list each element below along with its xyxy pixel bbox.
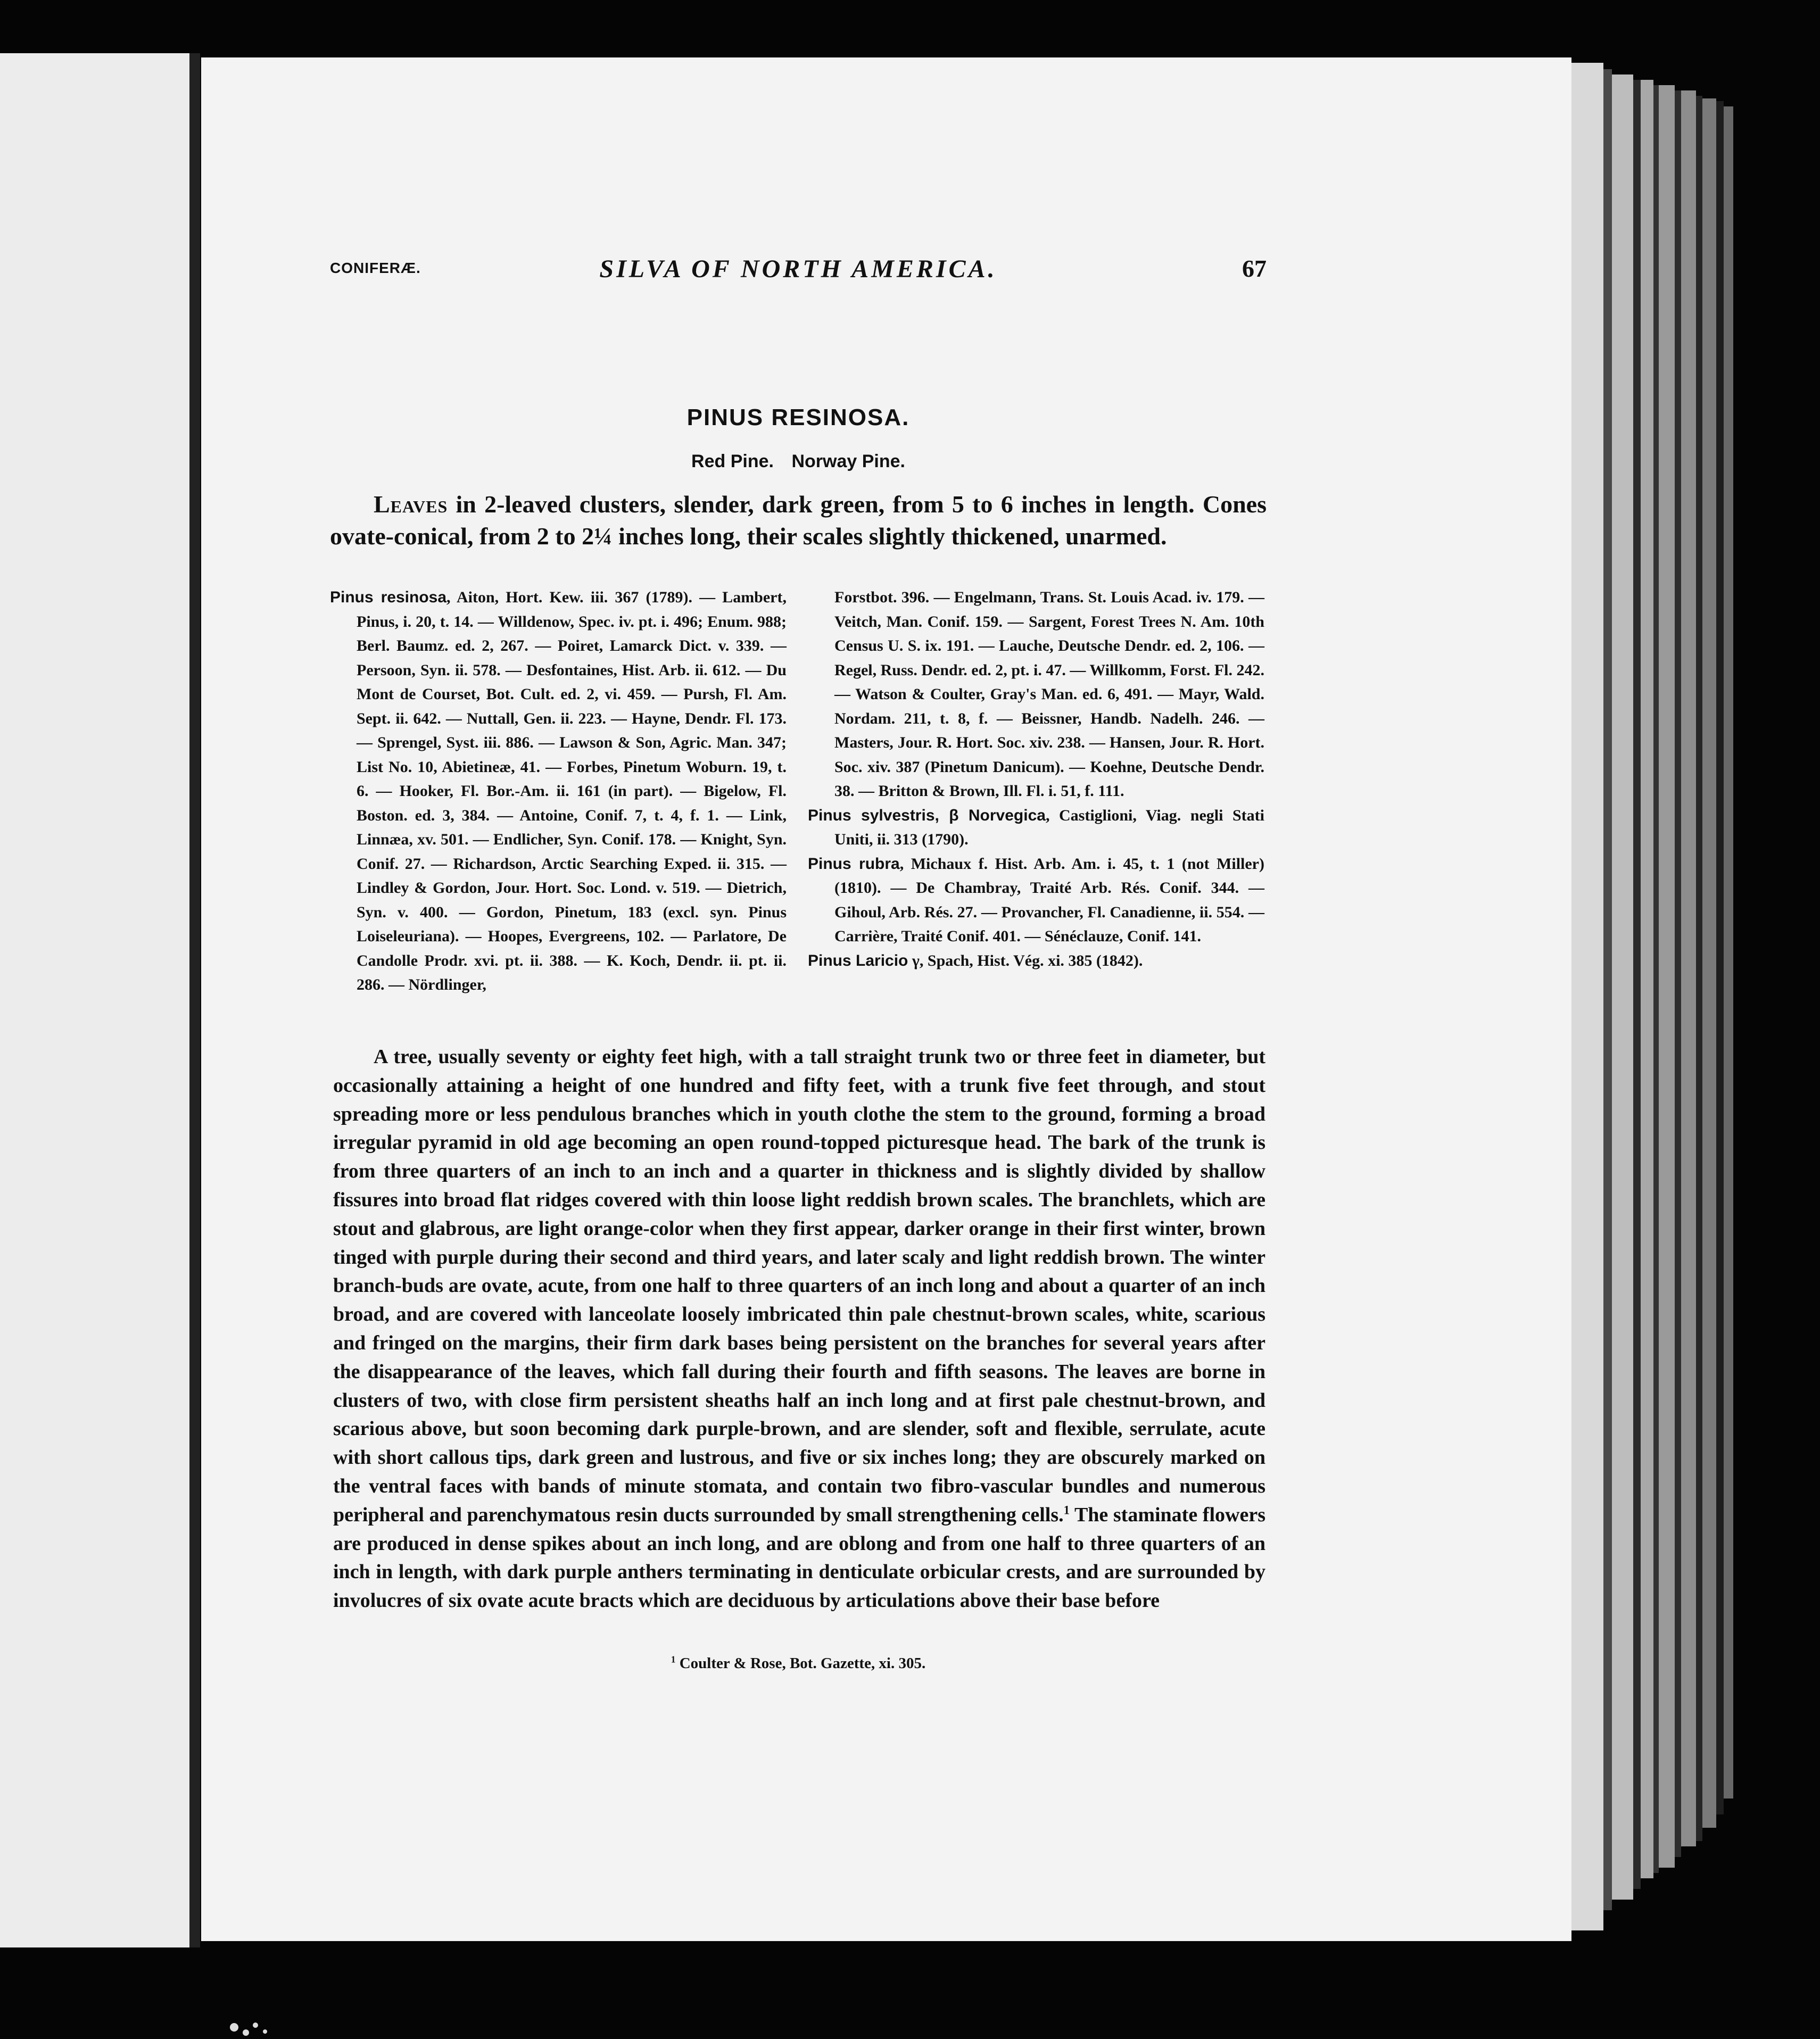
synonym-name: Pinus resinosa: [330, 589, 447, 606]
synonymy-left-column: [330, 585, 787, 997]
footnote-text: Coulter & Rose, Bot. Gazette, xi. 305.: [675, 1655, 926, 1672]
paragraph-text-part-1: A tree, usually seventy or eighty feet high, with a tall straight trunk two or three feet in diameter, but occasionally attaining a height of one hundred and fifty feet, with a trunk five feet through, and stout spreading more or less pendulous branches which in youth clothe the stem to the ground, forming a broad irregular pyramid in old age becoming an open round-topped picturesque head. The bark of the trunk is from three quarters of an inch to an inch and a quarter in thickness and is slightly divided by shallow fissures into broad flat ridges covered with thin loose light reddish brown scales. The branchlets, which are stout and glabrous, are light orange-color when they first appear, darker orange in their first winter, brown tinged with purple during their second and third years, and later scaly and light reddish brown. The winter branch-buds are ovate, acute, from one half to three quarters of an inch long and about a quarter of an inch broad, and are covered with lanceolate loosely imbricated thin pale chestnut-brown scales, white, scarious and fringed on the margins, their firm dark bases being persistent on the branches for several years after the disappearance of the leaves, which fall during their fourth and fifth seasons. The leaves are borne in clusters of two, with close firm persistent sheaths half an inch long and at first pale chestnut-brown, and scarious above, but soon becoming dark purple-brown, and are slender, soft and flexible, serrulate, acute with short callous tips, dark green and lustrous, and five or six inches long; they are obscurely marked on the ventral faces with bands of minute stomata, and contain two fibro-vascular bundles and numerous peripheral and parenchymatous resin ducts surrounded by small strengthening cells.: [333, 1046, 1265, 1526]
paragraph-text-part-2: The staminate flowers are produced in dense spikes about an inch long, and are oblong and from one half to three quarters of an inch in length, with dark purple anthers terminating in denticulate orbicular crests, and are surrounded by involucres of six ovate acute bracts which are deciduous by articulations above their base before: [333, 1503, 1265, 1612]
synonym-name: Pinus sylvestris, β Norvegica: [808, 806, 1046, 824]
synonymy-right-column: [808, 585, 1264, 973]
synonym-citations: , Aiton, Hort. Kew. iii. 367 (1789). — Lambert, Pinus, i. 20, t. 14. — Willdenow, Spec. iv. pt. i. 496; Enum. 988; Berl. Baumz. ed. 2, 267. — Poiret, Lamarck Dict. v. 339. — Persoon, Syn. ii. 578. — Desfontaines, Hist. Arb. ii. 612. — Du Mont de Courset, Bot. Cult. ed. 2, vi. 459. — Pursh, Fl. Am. Sept. ii. 642. — Nuttall, Gen. ii. 223. — Hayne, Dendr. Fl. 173. — Sprengel, Syst. iii. 886. — Lawson & Son, Agric. Man. 347; List No. 10, Abietineæ, 41. — Forbes, Pinetum Woburn. 19, t. 6. — Hooker, Fl. Bor.-Am. ii. 161 (in part). — Bigelow, Fl. Boston. ed. 3, 384. — Antoine, Conif. 7, t. 4, f. 1. — Link, Linnæa, xv. 501. — Endlicher, Syn. Conif. 178. — Knight, Syn. Conif. 27. — Richardson, Arctic Searching Exped. ii. 315. — Lindley & Gordon, Jour. Hort. Soc. Lond. v. 519. — Dietrich, Syn. v. 400. — Gordon, Pinetum, 183 (excl. syn. Pinus Loiseleuriana). — Hoopes, Evergreens, 102. — Parlatore, De Candolle Prodr. xvi. pt. ii. 388. — K. Koch, Dendr. ii. pt. ii. 286. — Nördlinger,: [357, 589, 787, 993]
synonym-citations: Forstbot. 396. — Engelmann, Trans. St. Louis Acad. iv. 179. — Veitch, Man. Conif. 159. — Sargent, Forest Trees N. Am. 10th Census U. S. ix. 191. — Lauche, Deutsche Dendr. ed. 2, 106. — Regel, Russ. Dendr. ed. 2, pt. i. 47. — Willkomm, Forst. Fl. 242. — Watson & Coulter, Gray's Man. ed. 6, 491. — Mayr, Wald. Nordam. 211, t. 8, f. — Beissner, Handb. Nadelh. 246. — Masters, Jour. R. Hort. Soc. xiv. 238. — Hansen, Jour. R. Hort. Soc. xiv. 387 (Pinetum Danicum). — Koehne, Deutsche Dendr. 38. — Britton & Brown, Ill. Fl. i. 51, f. 111.: [834, 589, 1264, 800]
synonym-entry-continued: [808, 585, 1264, 803]
page-stack-edge: [1571, 63, 1733, 1930]
description-paragraph: [333, 1043, 1265, 1615]
synonym-entry: [808, 852, 1264, 949]
footnote-reference: 1: [1063, 1503, 1070, 1517]
running-head-title: SILVA OF NORTH AMERICA.: [599, 255, 997, 283]
description-body: [333, 1043, 1265, 1615]
synonym-citations: , Michaux f. Hist. Arb. Am. i. 45, t. 1 (not Miller) (1810). — De Chambray, Traité Arb. Rés. Conif. 344. — Gihoul, Arb. Rés. 27. — Provancher, Fl. Canadienne, ii. 554. — Carrière, Traité Conif. 401. — Sénéclauze, Conif. 141.: [834, 855, 1264, 945]
synonym-citations: , Castiglioni, Viag. negli Stati Uniti, ii. 313 (1790).: [834, 806, 1264, 848]
page-number: 67: [1242, 255, 1267, 282]
running-head-section: CONIFERÆ.: [330, 260, 421, 276]
synonym-entry: [808, 803, 1264, 852]
common-names: [330, 451, 1267, 472]
synonym-name: Pinus Laricio: [808, 951, 908, 969]
synonym-name: Pinus rubra: [808, 855, 900, 873]
footnote: [330, 1655, 1267, 1672]
common-name-2: Norway Pine.: [791, 451, 905, 471]
running-head: [330, 254, 1267, 292]
diagnosis-lead: Leaves: [374, 491, 448, 518]
synonym-entry: [330, 585, 787, 997]
common-name-1: Red Pine.: [691, 451, 774, 471]
left-page: [0, 53, 189, 1947]
species-diagnosis: [330, 488, 1267, 552]
synonym-citations: γ, Spach, Hist. Vég. xi. 385 (1842).: [908, 951, 1143, 969]
species-title: PINUS RESINOSA.: [686, 404, 910, 430]
synonym-entry: [808, 949, 1264, 973]
footnote-mark: 1: [671, 1654, 676, 1665]
diagnosis-text: in 2-leaved clusters, slender, dark green, from 5 to 6 inches in length. Cones ovate-conical, from 2 to 2¼ inches long, their scales slightly thickened, unarmed.: [330, 491, 1267, 550]
